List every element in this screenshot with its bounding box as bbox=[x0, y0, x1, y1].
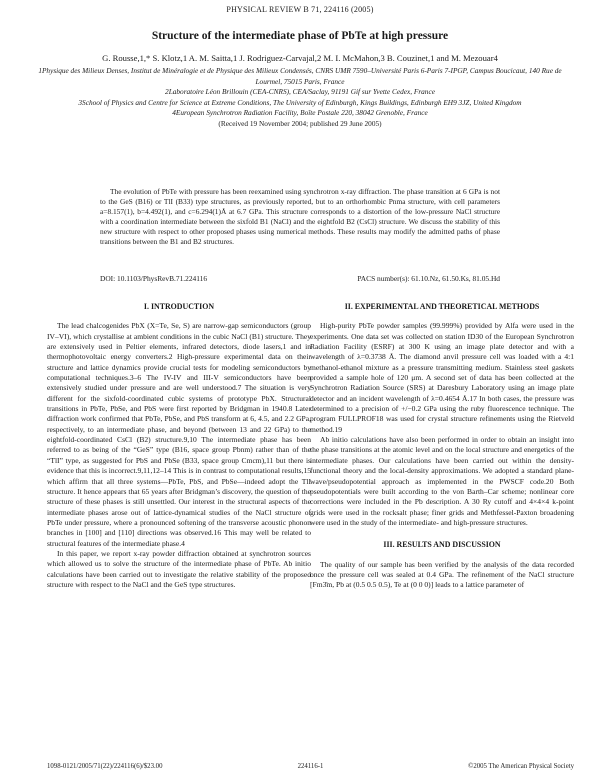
results-paragraph-1: The quality of our sample has been verified by the analysis of the data recorded once the pressure cell was sealed at 0.4 GPa. The refinement of the NaCl structure [Fm3̄m, Pb at (0.5 0.5 0.5), Te at (0 0 0)] leads to a lattice parameter of bbox=[310, 559, 574, 590]
doi-pacs-line bbox=[100, 274, 500, 283]
section-heading-introduction: I. INTRODUCTION bbox=[143, 302, 215, 311]
right-column bbox=[310, 302, 574, 591]
page-number: 224116-1 bbox=[297, 763, 324, 770]
journal-header: PHYSICAL REVIEW B 71, 224116 (2005) bbox=[226, 5, 374, 14]
affiliation-1: 1Physique des Milieux Denses, Institut de Minéralogie et de Physique des Milieux Condensés, CNRS UMR 7590–Université Paris 6-Paris 7-IPGP, Campus Boucicaut, 140 Rue de Lourmel, 75015 Paris, France bbox=[38, 66, 562, 86]
affiliations bbox=[30, 66, 570, 129]
copyright: ©2005 The American Physical Society bbox=[468, 763, 574, 770]
affiliation-3: 3School of Physics and Centre for Science at Extreme Conditions, The University of Edinburgh, Kings Buildings, Edinburgh EH9 3JZ, United Kingdom bbox=[78, 97, 522, 107]
methods-paragraph-2: Ab initio calculations have also been performed in order to obtain an insight into the phase transitions at the atomic level and on the local structure and energetics of the intermediate phases. Our calculations have been carried out within the density-functional theory and the local-density approximations. We adopted a standard plane-wave/pseudopotential approach as implemented in the PWSCF code.20 Both pseudopotentials were built according to the von Barth–Car scheme; nonlinear core corrections were included in the Pb description. A 30 Ry cutoff and 4×4×4 k-point grids were used in the rocksalt phase; finer grids and Methfessel-Paxton broadening were used in the study of the intermediate- and high-pressure structures. bbox=[310, 435, 574, 527]
page-footer bbox=[47, 763, 574, 770]
section-heading-results: III. RESULTS AND DISCUSSION bbox=[383, 540, 501, 550]
intro-paragraph-1: The lead chalcogenides PbX (X=Te, Se, S) are narrow-gap semiconductors (group IV–VI), which crystallise at ambient conditions in the cubic NaCl (B1) structure. They are extensively used in Peltier elements, infrared detectors, diode lasers,1 and in thermophotovoltaic energy converters.2 High-pressure experimental data on their structure and lattice dynamics provide crucial tests for modeling semiconductors by computational techniques.3–6 The IV-IV and III-V semiconductors have been extensively studied under pressure and are well understood.7 The situation is very different for the sixfold-coordinated cubic systems of prototype PbX. Structural transitions in PbTe, PbSe, and PbS were first reported by Bridgman in 1940.8 Later diffraction work confirmed that PbTe, PbSe, and PbS transform at 6, 4.5, and 2.2 GPa, respectively, to an intermediate phase, and beyond (between 13 and 22 GPa) to the eightfold-coordinated CsCl (B2) structure.9,10 The intermediate phase has been referred to as being of the “GeS” type (B16, space group Pbnm) rather than of the “TlI” type, as suggested for PbS and PbSe (B33, space group Cmcm),11 but there is evidence that this is incorrect.9,11,12–14 This is in contrast to computational results,15 which affirm that all three systems—PbTe, PbS, and PbSe—indeed adopt the TlI structure. It hence appears that 65 years after Bridgman’s discovery, the question of the structure of these phases is still unsettled. Our interest in the structural aspects of the intermediate phases arose out of lattice-dynamical studies of the NaCl structure of PbTe under pressure, where a pronounced softening of the transverse acoustic phonon branches in [100] and [110] directions was observed.16 This may well be related to structural features of the intermediate phase.4 bbox=[47, 321, 311, 548]
methods-paragraph-1: High-purity PbTe powder samples (99.999%) provided by Alfa were used in the experiments. One data set was collected on station ID30 of the European Synchrotron Radiation Facility (ESRF) at 300 K using an image plate detector and with a wavelength of λ=0.3738 Å. The diamond anvil pressure cell was loaded with a 4:1 methanol-ethanol mixture as a pressure transmitting medium. Stainless steel gaskets provided a sample hole of 120 μm. A second set of data has been collected at the Synchrotron Radiation Source (SRS) at Daresbury Laboratory using an image plate detector and an incident wavelength of λ=0.4654 Å.17 In both cases, the pressure was determined to a precision of +/−0.2 GPa using the ruby fluorescence technique. The program FULLPROF18 was used for crystal structure refinements using the Rietveld method.19 bbox=[310, 321, 574, 434]
received-date: (Received 19 November 2004; published 29 June 2005) bbox=[218, 118, 382, 128]
intro-paragraph-2: In this paper, we report x-ray powder diffraction obtained at synchrotron sources which allowed us to solve the structure of the intermediate phase of PbTe. Ab initio calculations have been carried out to investigate the relative stability of the proposed structure with respect to the NaCl and the GeS type structures. bbox=[47, 548, 311, 589]
doi-link[interactable]: DOI: 10.1103/PhysRevB.71.224116 bbox=[100, 274, 208, 283]
pacs-numbers: PACS number(s): 61.10.Nz, 61.50.Ks, 81.05.Hd bbox=[357, 274, 500, 283]
paper-title: Structure of the intermediate phase of PbTe at high pressure bbox=[151, 30, 449, 42]
affiliation-2: 2Laboratoire Léon Brillouin (CEA-CNRS), CEA/Saclay, 91191 Gif sur Yvette Cedex, France bbox=[165, 87, 435, 96]
left-column bbox=[47, 302, 311, 590]
section-heading-methods: II. EXPERIMENTAL AND THEORETICAL METHODS bbox=[344, 302, 540, 311]
affiliation-4: 4European Synchrotron Radiation Facility, Boîte Postale 220, 38042 Grenoble, France bbox=[172, 108, 428, 117]
footer-code: 1098-0121/2005/71(22)/224116(6)/$23.00 bbox=[47, 763, 163, 770]
abstract: The evolution of PbTe with pressure has been reexamined using synchrotron x-ray diffraction. The phase transition at 6 GPa is not to the GeS (B16) or TlI (B33) type structures, as previously reported, but to an orthorhombic Pnma structure, with cell parameters a=8.157(1), b=4.492(1), and c=6.294(1)Å at 6.7 GPa. This structure corresponds to a distortion of the low-pressure NaCl structure with a coordination intermediate between the sixfold B1 (NaCl) and the eightfold B2 (CsCl) structure. We discuss the stability of this new structure with respect to other proposed phases using numerical methods. These results may modify the admitted paths of phase transitions between the B1 and B2 structures. bbox=[100, 187, 500, 246]
author-list: G. Rousse,1,* S. Klotz,1 A. M. Saitta,1 J. Rodriguez-Carvajal,2 M. I. McMahon,3 B. Couzinet,1 and M. Mezouar4 bbox=[102, 53, 498, 63]
